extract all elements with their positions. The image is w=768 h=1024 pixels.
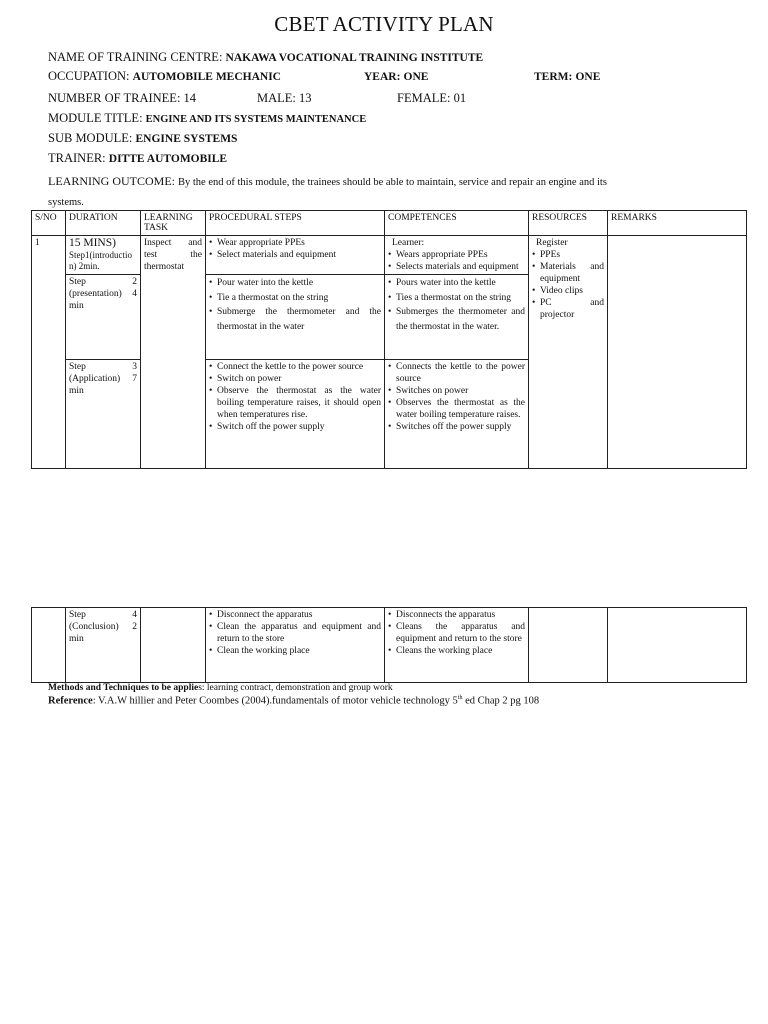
cell-competences-step2 [385, 275, 529, 360]
term-label: TERM: [534, 71, 573, 83]
male-label: MALE: [257, 91, 296, 105]
procedures-step4-list [209, 609, 381, 657]
list-item: • Tie a thermostat on the string [209, 291, 381, 306]
sub-module-value: ENGINE SYSTEMS [135, 133, 238, 145]
header-sno: S/NO [32, 211, 66, 236]
sub-module-line [48, 131, 237, 146]
competences-step3-list [388, 361, 525, 433]
list-item: • Connect the kettle to the power source [209, 361, 381, 373]
list-item: • Ties a thermostat on the string [388, 291, 525, 306]
competences-step2-list [388, 276, 525, 334]
list-item: • Wear appropriate PPEs [209, 237, 381, 249]
cell-remarks-continued [608, 608, 747, 683]
header-procedural-steps: PROCEDURAL STEPS [206, 211, 385, 236]
duration-total: 15 MINS) [69, 237, 116, 249]
list-item: • Materials and equipment [532, 261, 604, 285]
methods-line [48, 683, 393, 693]
list-item: • Submerge the thermometer and the thermostat in the water [209, 305, 381, 334]
reference-line [48, 695, 539, 707]
resources-item: Register [536, 238, 568, 248]
module-title-value: ENGINE AND ITS SYSTEMS MAINTENANCE [145, 114, 367, 125]
female-label: FEMALE: [397, 91, 451, 105]
list-item: • Selects materials and equipment [388, 261, 525, 273]
list-item: • Video clips [532, 285, 604, 297]
cell-duration-step3 [66, 360, 141, 469]
trainees-value: 14 [183, 91, 197, 105]
female-line [397, 91, 466, 106]
cell-duration-step2 [66, 275, 141, 360]
training-centre-label: NAME OF TRAINING CENTRE: [48, 50, 223, 64]
competences-intro: Learner: [392, 238, 425, 248]
methods-value: s: learning contract, demonstration and group work [198, 683, 393, 693]
occupation-line [48, 69, 281, 84]
table-row-step4 [32, 608, 747, 683]
duration-step1: Step1(introduction) 2min. [69, 250, 132, 271]
reference-text: : V.A.W hillier and Peter Coombes (2004).fundamentals of motor vehicle technology 5 [92, 695, 458, 707]
year-value: ONE [403, 71, 429, 83]
cell-procedures-step2 [206, 275, 385, 360]
cell-sno-continued [32, 608, 66, 683]
cell-learning-task [141, 236, 206, 469]
year-label: YEAR: [364, 71, 401, 83]
cell-learning-task-continued [141, 608, 206, 683]
reference-superscript: th [457, 695, 463, 701]
resources-list [532, 249, 604, 321]
list-item: • Disconnect the apparatus [209, 609, 381, 621]
learning-outcome-label: LEARNING OUTCOME: [48, 174, 175, 188]
competences-step4-list [388, 609, 525, 657]
list-item: • Clean the apparatus and equipment and return to the store [209, 621, 381, 645]
learning-task-text: Inspect and test the thermostat [144, 238, 202, 272]
cell-resources-continued [529, 608, 608, 683]
competences-step1-list [388, 249, 525, 273]
activity-table [31, 210, 747, 469]
list-item: • Cleans the working place [388, 645, 525, 657]
list-item: • Pours water into the kettle [388, 276, 525, 291]
list-item: • Disconnects the apparatus [388, 609, 525, 621]
cell-competences-step3 [385, 360, 529, 469]
list-item: • Switch off the power supply [209, 421, 381, 433]
methods-label: Methods and Techniques to be applie [48, 683, 199, 693]
term-value: ONE [575, 71, 601, 83]
cell-remarks [608, 236, 747, 469]
training-centre-value: NAKAWA VOCATIONAL TRAINING INSTITUTE [225, 52, 484, 64]
cell-resources [529, 236, 608, 469]
header-resources: RESOURCES [529, 211, 608, 236]
list-item: • PC and projector [532, 297, 604, 321]
page-title: CBET ACTIVITY PLAN [274, 12, 494, 36]
learning-outcome-text: By the end of this module, the trainees should be able to maintain, service and repair an engine and its systems. [48, 177, 607, 208]
cell-procedures-step3 [206, 360, 385, 469]
list-item: • Cleans the apparatus and equipment and return to the store [388, 621, 525, 645]
list-item: • Pour water into the kettle [209, 276, 381, 291]
list-item: • Select materials and equipment [209, 249, 381, 261]
list-item: • PPEs [532, 249, 604, 261]
procedures-step1-list [209, 237, 381, 261]
male-line [257, 91, 312, 106]
header-remarks: REMARKS [608, 211, 747, 236]
activity-table-continued [31, 607, 747, 683]
cell-procedures-step1 [206, 236, 385, 275]
list-item: • Switches on power [388, 385, 525, 397]
term-line [534, 69, 600, 84]
header-competences: COMPETENCES [385, 211, 529, 236]
training-centre-line [48, 50, 483, 65]
trainer-value: DITTE AUTOMOBILE [108, 153, 228, 165]
list-item: • Wears appropriate PPEs [388, 249, 525, 261]
list-item: • Switch on power [209, 373, 381, 385]
occupation-label: OCCUPATION: [48, 69, 130, 83]
year-line [364, 69, 428, 84]
occupation-value: AUTOMOBILE MECHANIC [132, 71, 281, 83]
trainer-label: TRAINER: [48, 151, 106, 165]
cell-sno: 1 [32, 236, 66, 469]
header-duration: DURATION [66, 211, 141, 236]
list-item: • Switches off the power supply [388, 421, 525, 433]
table-row-step1 [32, 236, 747, 275]
female-value: 01 [453, 91, 467, 105]
sub-module-label: SUB MODULE: [48, 131, 133, 145]
module-title-label: MODULE TITLE: [48, 111, 143, 125]
list-item: • Clean the working place [209, 645, 381, 657]
cell-duration-step4 [66, 608, 141, 683]
list-item: • Observes the thermostat as the water boiling temperature raises. [388, 397, 525, 421]
cell-competences-step4 [385, 608, 529, 683]
trainees-line [48, 91, 196, 106]
table-header-row [32, 211, 747, 236]
cell-duration-step1 [66, 236, 141, 275]
header-learning-task: LEARNING TASK [141, 211, 206, 236]
duration-step3: Step 3 (Application) 7 min [69, 362, 137, 396]
list-item: • Connects the kettle to the power source [388, 361, 525, 385]
cell-procedures-step4 [206, 608, 385, 683]
reference-tail: ed Chap 2 pg 108 [462, 695, 540, 707]
list-item: • Observe the thermostat as the water boiling temperature raises, it should open when temperatures rise. [209, 385, 381, 421]
duration-step2: Step 2 (presentation) 4 min [69, 277, 137, 311]
list-item: • Submerges the thermometer and the thermostat in the water. [388, 305, 525, 334]
trainees-label: NUMBER OF TRAINEE: [48, 91, 181, 105]
module-title-line [48, 111, 366, 126]
male-value: 13 [299, 91, 312, 105]
cell-competences-step1 [385, 236, 529, 275]
trainer-line [48, 151, 227, 166]
procedures-step3-list [209, 361, 381, 433]
duration-step4: Step 4 (Conclusion) 2 min [69, 610, 137, 644]
reference-label: Reference [48, 695, 93, 707]
procedures-step2-list [209, 276, 381, 334]
learning-outcome [48, 172, 638, 212]
